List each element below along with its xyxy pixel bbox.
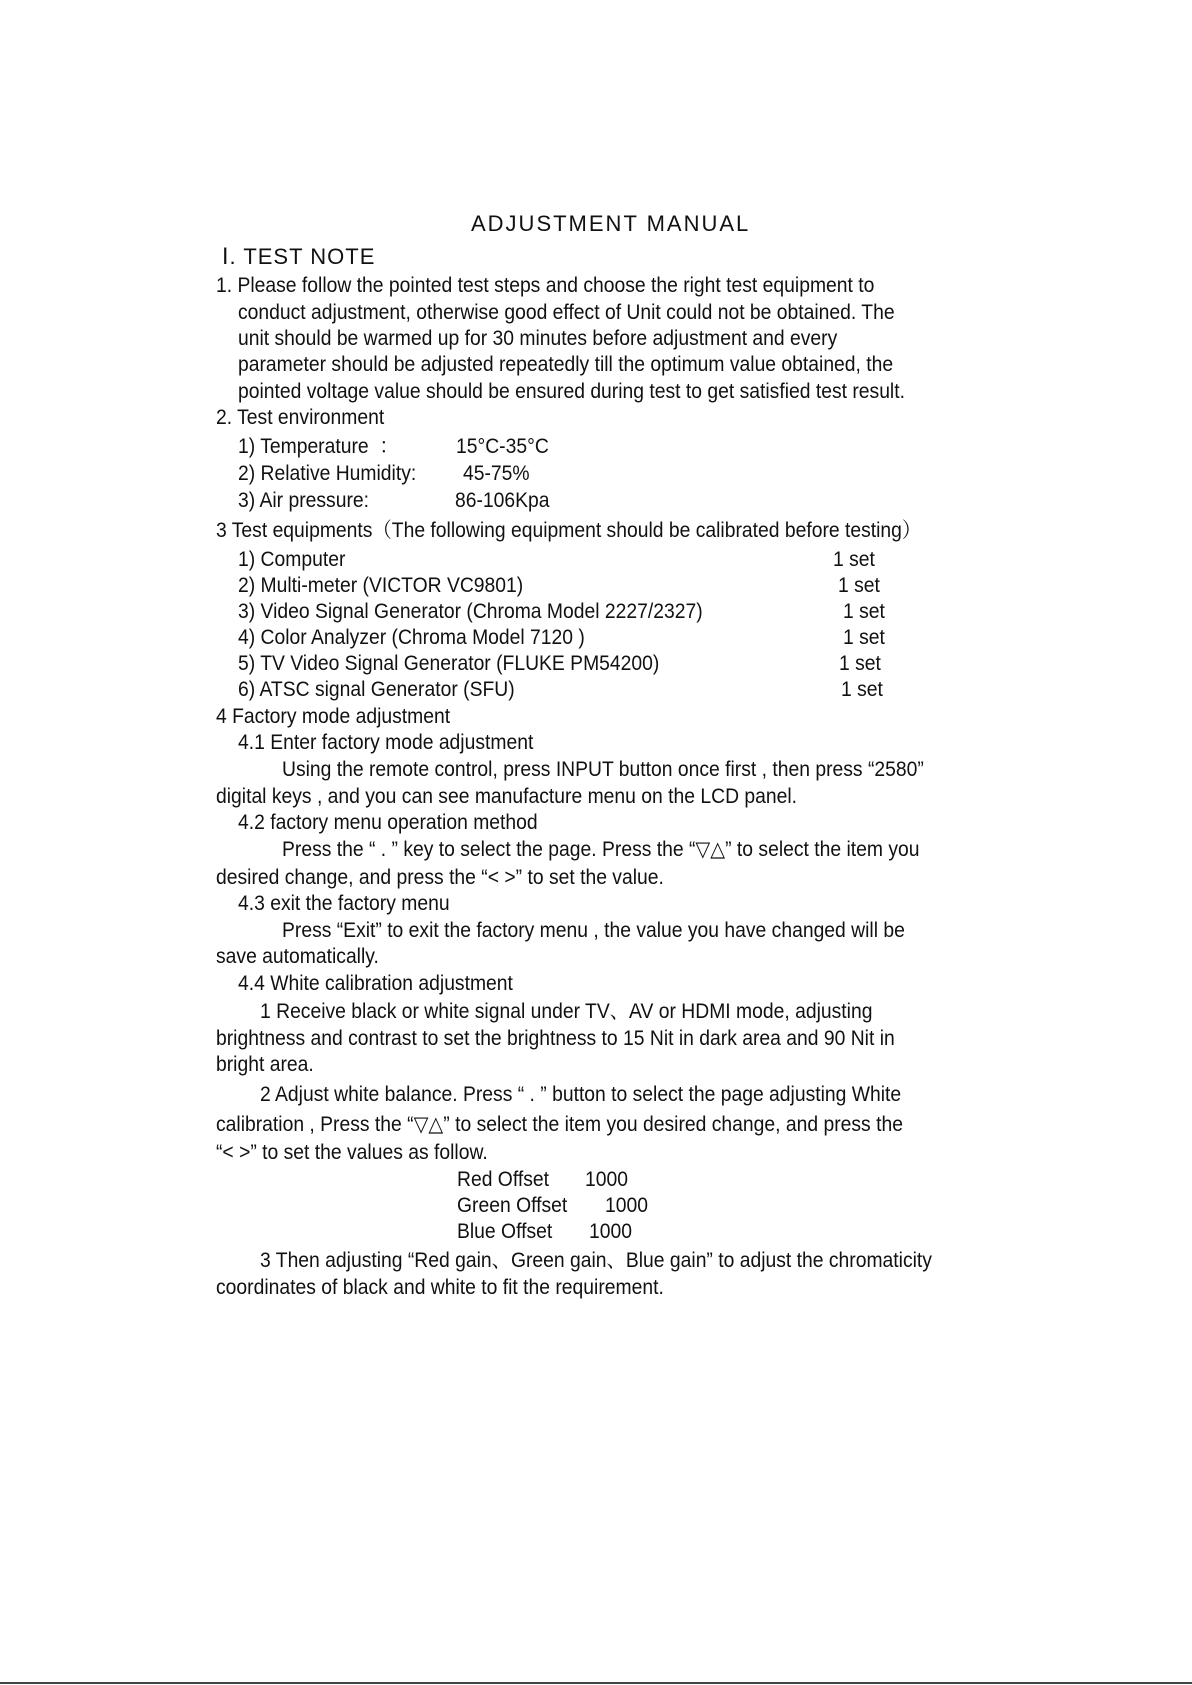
subsection-heading: 4.3 exit the factory menu	[238, 892, 450, 915]
env-value: 15°C-35°C	[456, 435, 549, 458]
equip-label: 5) TV Video Signal Generator (FLUKE PM54200)	[238, 652, 660, 675]
note1-line: unit should be warmed up for 30 minutes before adjustment and every	[238, 327, 838, 350]
offset-label: Blue Offset	[457, 1220, 553, 1243]
paragraph-line: 2 Adjust white balance. Press “ . ” button to select the page adjusting White	[260, 1083, 902, 1106]
paragraph-line: save automatically.	[216, 945, 379, 968]
equip-qty: 1 set	[833, 548, 875, 571]
paragraph-line: Press the “ . ” key to select the page. Press the “▽△” to select the item you	[282, 838, 920, 861]
equip-qty: 1 set	[839, 652, 881, 675]
offset-value: 1000	[589, 1220, 632, 1243]
subsection-heading: 4.2 factory menu operation method	[238, 811, 538, 834]
note1-line: parameter should be adjusted repeatedly till the optimum value obtained, the	[238, 353, 894, 376]
env-heading: 2. Test environment	[216, 406, 385, 429]
offset-label: Red Offset	[457, 1168, 549, 1191]
equip-qty: 1 set	[838, 574, 880, 597]
equip-qty: 1 set	[843, 600, 885, 623]
env-label: 3) Air pressure:	[238, 489, 369, 512]
paragraph-line: 3 Then adjusting “Red gain、Green gain、Blue gain” to adjust the chromaticity	[260, 1249, 932, 1272]
equip-heading: 3 Test equipments（The following equipment should be calibrated before testing）	[216, 519, 922, 542]
paragraph-line: brightness and contrast to set the brightness to 15 Nit in dark area and 90 Nit in	[216, 1027, 895, 1050]
note1-line: conduct adjustment, otherwise good effect of Unit could not be obtained. The	[238, 301, 895, 324]
offset-value: 1000	[585, 1168, 628, 1191]
equip-label: 6) ATSC signal Generator (SFU)	[238, 678, 515, 701]
offset-label: Green Offset	[457, 1194, 568, 1217]
equip-qty: 1 set	[843, 626, 885, 649]
paragraph-line: “< >” to set the values as follow.	[216, 1141, 488, 1164]
equip-label: 1) Computer	[238, 548, 346, 571]
page-title: ADJUSTMENT MANUAL	[471, 211, 751, 236]
equip-label: 2) Multi-meter (VICTOR VC9801)	[238, 574, 524, 597]
offset-value: 1000	[605, 1194, 648, 1217]
note1-line: pointed voltage value should be ensured during test to get satisfied test result.	[238, 380, 905, 403]
subsection-heading: 4.1 Enter factory mode adjustment	[238, 731, 534, 754]
page-bottom-border	[0, 1682, 1192, 1684]
section-heading-test-note: Ⅰ. TEST NOTE	[222, 244, 376, 269]
env-label: 1) Temperature ：	[238, 435, 399, 458]
env-value: 86-106Kpa	[455, 489, 550, 512]
paragraph-line: desired change, and press the “< >” to set the value.	[216, 866, 664, 889]
env-value: 45-75%	[463, 462, 530, 485]
paragraph-line: Press “Exit” to exit the factory menu , the value you have changed will be	[282, 919, 905, 942]
equip-label: 3) Video Signal Generator (Chroma Model 2227/2327)	[238, 600, 703, 623]
paragraph-line: calibration , Press the “▽△” to select the item you desired change, and press the	[216, 1113, 903, 1136]
subsection-heading: 4.4 White calibration adjustment	[238, 972, 513, 995]
env-label: 2) Relative Humidity:	[238, 462, 417, 485]
note1-line: 1. Please follow the pointed test steps and choose the right test equipment to	[216, 274, 875, 297]
paragraph-line: bright area.	[216, 1053, 314, 1076]
paragraph-line: coordinates of black and white to fit the requirement.	[216, 1276, 664, 1299]
equip-qty: 1 set	[841, 678, 883, 701]
paragraph-line: digital keys , and you can see manufacture menu on the LCD panel.	[216, 785, 798, 808]
equip-label: 4) Color Analyzer (Chroma Model 7120 )	[238, 626, 585, 649]
factory-heading: 4 Factory mode adjustment	[216, 705, 451, 728]
paragraph-line: Using the remote control, press INPUT button once first , then press “2580”	[282, 758, 924, 781]
paragraph-line: 1 Receive black or white signal under TV、AV or HDMI mode, adjusting	[260, 1000, 873, 1023]
